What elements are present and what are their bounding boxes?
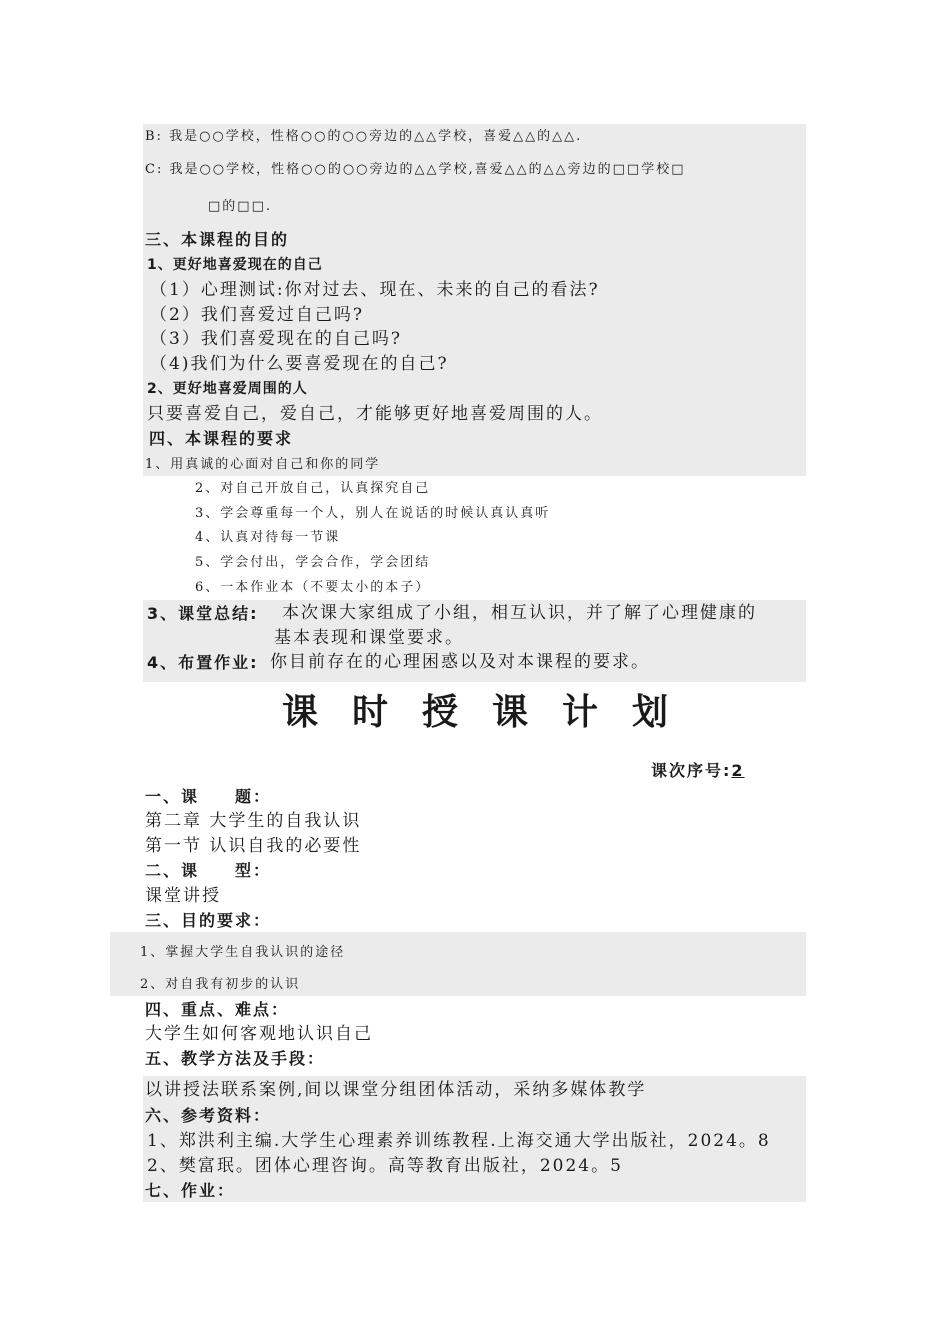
section4-heading: 四、本课程的要求 xyxy=(149,429,294,448)
page-title: 课时授课计划 xyxy=(281,692,702,733)
intro-b-line: B: 我是○○学校，性格○○的○○旁边的△△学校，喜爱△△的△△. xyxy=(145,129,583,144)
summary-text-line-1: 本次课大家组成了小组，相互认识，并了解了心理健康的 xyxy=(282,603,757,623)
key-heading: 四、重点、难点： xyxy=(145,1000,290,1019)
intro-c-line-2: □的□□. xyxy=(208,199,272,214)
section4-item-1: 1、用真诚的心面对自己和你的同学 xyxy=(145,457,381,472)
homework-assign-text: 你目前存在的心理困惑以及对本课程的要求。 xyxy=(270,652,650,672)
ref-heading: 六、参考资料： xyxy=(145,1106,272,1125)
goal-item-1: 1、掌握大学生自我认识的途径 xyxy=(140,945,346,960)
section3-item-1: （1）心理测试:你对过去、现在、未来的自己的看法? xyxy=(150,280,600,300)
summary-label: 3、课堂总结: xyxy=(147,604,259,623)
method-heading: 五、教学方法及手段： xyxy=(145,1049,326,1068)
section4-item-6: 6、一本作业本（不要太小的本子） xyxy=(195,580,431,595)
homework-heading: 七、作业： xyxy=(145,1181,236,1200)
goal-item-2: 2、对自我有初步的认识 xyxy=(140,977,301,992)
topic-line-2: 第一节 认识自我的必要性 xyxy=(145,836,362,856)
ref-item-2: 2、樊富珉。团体心理咨询。高等教育出版社，2024。5 xyxy=(147,1156,623,1176)
homework-assign-label: 4、布置作业: xyxy=(147,653,259,672)
section3-item-4: （4)我们为什么要喜爱现在的自己? xyxy=(150,354,449,374)
goal-heading: 三、目的要求： xyxy=(145,911,272,930)
type-heading: 二、课 型： xyxy=(145,861,272,880)
topic-line-1: 第二章 大学生的自我认识 xyxy=(145,811,362,831)
section4-item-5: 5、学会付出，学会合作，学会团结 xyxy=(195,555,431,570)
lesson-number xyxy=(651,763,745,779)
type-value: 课堂讲授 xyxy=(145,886,221,906)
section4-item-3: 3、学会尊重每一个人，别人在说话的时候认真认真听 xyxy=(195,506,551,521)
section3-heading: 三、本课程的目的 xyxy=(145,230,290,249)
method-value: 以讲授法联系案例,间以课堂分组团体活动，采纳多媒体教学 xyxy=(145,1080,647,1100)
summary-text-line-2: 基本表现和课堂要求。 xyxy=(274,628,464,648)
intro-c-line-1: C: 我是○○学校，性格○○的○○旁边的△△学校,喜爱△△的△△旁边的□□学校□ xyxy=(145,162,686,177)
section4-item-4: 4、认真对待每一节课 xyxy=(195,530,341,545)
section3-sub1: 1、更好地喜爱现在的自己 xyxy=(147,257,323,273)
lesson-number-value: 2 xyxy=(731,761,745,780)
section3-sub2: 2、更好地喜爱周围的人 xyxy=(147,381,308,397)
topic-heading: 一、课 题： xyxy=(145,787,272,806)
section4-item-2: 2、对自己开放自己，认真探究自己 xyxy=(195,481,431,496)
lesson-number-label: 课次序号: xyxy=(651,761,732,780)
section3-sub2-text: 只要喜爱自己，爱自己，才能够更好地喜爱周围的人。 xyxy=(147,404,603,424)
key-value: 大学生如何客观地认识自己 xyxy=(145,1024,373,1044)
section3-item-2: （2）我们喜爱过自己吗? xyxy=(150,305,364,325)
ref-item-1: 1、郑洪利主编.大学生心理素养训练教程.上海交通大学出版社，2024。8 xyxy=(147,1131,771,1151)
section3-item-3: （3）我们喜爱现在的自己吗? xyxy=(150,329,402,349)
